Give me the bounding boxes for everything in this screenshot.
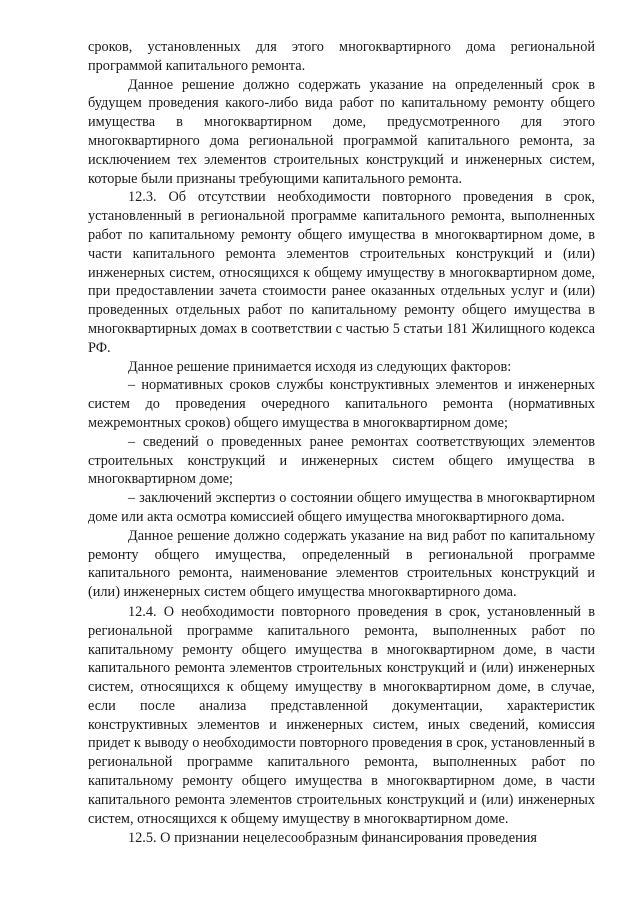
- list-item-factor-2: – сведений о проведенных ранее ремонтах соответствующих элементов строительных конструкций и инженерных систем общего имущества в многоквартирном доме;: [88, 433, 595, 488]
- paragraph-decision-note: Данное решение должно содержать указание на определенный срок в будущем проведения какого-либо вида работ по капитальному ремонту общего имущества в многоквартирном доме, предусмотренного для этого многоквартирного дома региональной программой капитального ремонта, за исключением тех элементов строительных конструкций и инженерных систем, которые были признаны требующими капитального ремонта.: [88, 76, 595, 187]
- paragraph-continuation: сроков, установленных для этого многоквартирного дома региональной программой капитального ремонта.: [88, 39, 595, 74]
- paragraph-decision-content: Данное решение должно содержать указание на вид работ по капитальному ремонту общего имущества, определенный в региональной программе капитального ремонта, наименование элементов строительных конструкций и (или) инженерных систем общего имущества многоквартирного дома.: [88, 527, 595, 601]
- paragraph-12-5: 12.5. О признании нецелесообразным финансирования проведения: [128, 830, 537, 847]
- list-item-factor-1: – нормативных сроков службы конструктивных элементов и инженерных систем до проведения очередного капитального ремонта (нормативных межремонтных сроков) общего имущества в многоквартирном доме;: [88, 377, 595, 431]
- list-item-factor-3: – заключений экспертиз о состоянии общего имущества в многоквартирном доме или акта осмотра комиссией общего имущества многоквартирного дома.: [88, 490, 595, 525]
- paragraph-12-4: 12.4. О необходимости повторного проведения в срок, установленный в региональной программе капитального ремонта, выполненных работ по капитальному ремонту общего имущества в многоквартирном доме, в части капитального ремонта элементов строительных конструкций и (или) инженерных систем, относящихся к общему имуществу в многоквартирном доме, в случае, если после анализа представленной документации, характеристик конструктивных элементов и инженерных систем, иных сведений, комиссия придет к выводу о необходимости повторного проведения в срок, установленный в региональной программе капитального ремонта, выполненных работ по капитальному ремонту общего имущества в многоквартирном доме, в части капитального ремонта элементов строительных конструкций и (или) инженерных систем, относящихся к общему имуществу в многоквартирном доме.: [88, 603, 595, 827]
- paragraph-12-3: 12.3. Об отсутствии необходимости повторного проведения в срок, установленный в региональной программе капитального ремонта, выполненных работ по капитальному ремонту общего имущества в многоквартирном доме, в части капитального ремонта элементов строительных конструкций и (или) инженерных систем, относящихся к общему имуществу в многоквартирном доме, при предоставлении зачета стоимости ранее оказанных отдельных услуг и (или) проведенных отдельных работ по капитальному ремонту общего имущества в многоквартирных домах в соответствии с частью 5 статьи 181 Жилищного кодекса РФ.: [88, 189, 595, 356]
- paragraph-factors-intro: Данное решение принимается исходя из следующих факторов:: [128, 358, 512, 375]
